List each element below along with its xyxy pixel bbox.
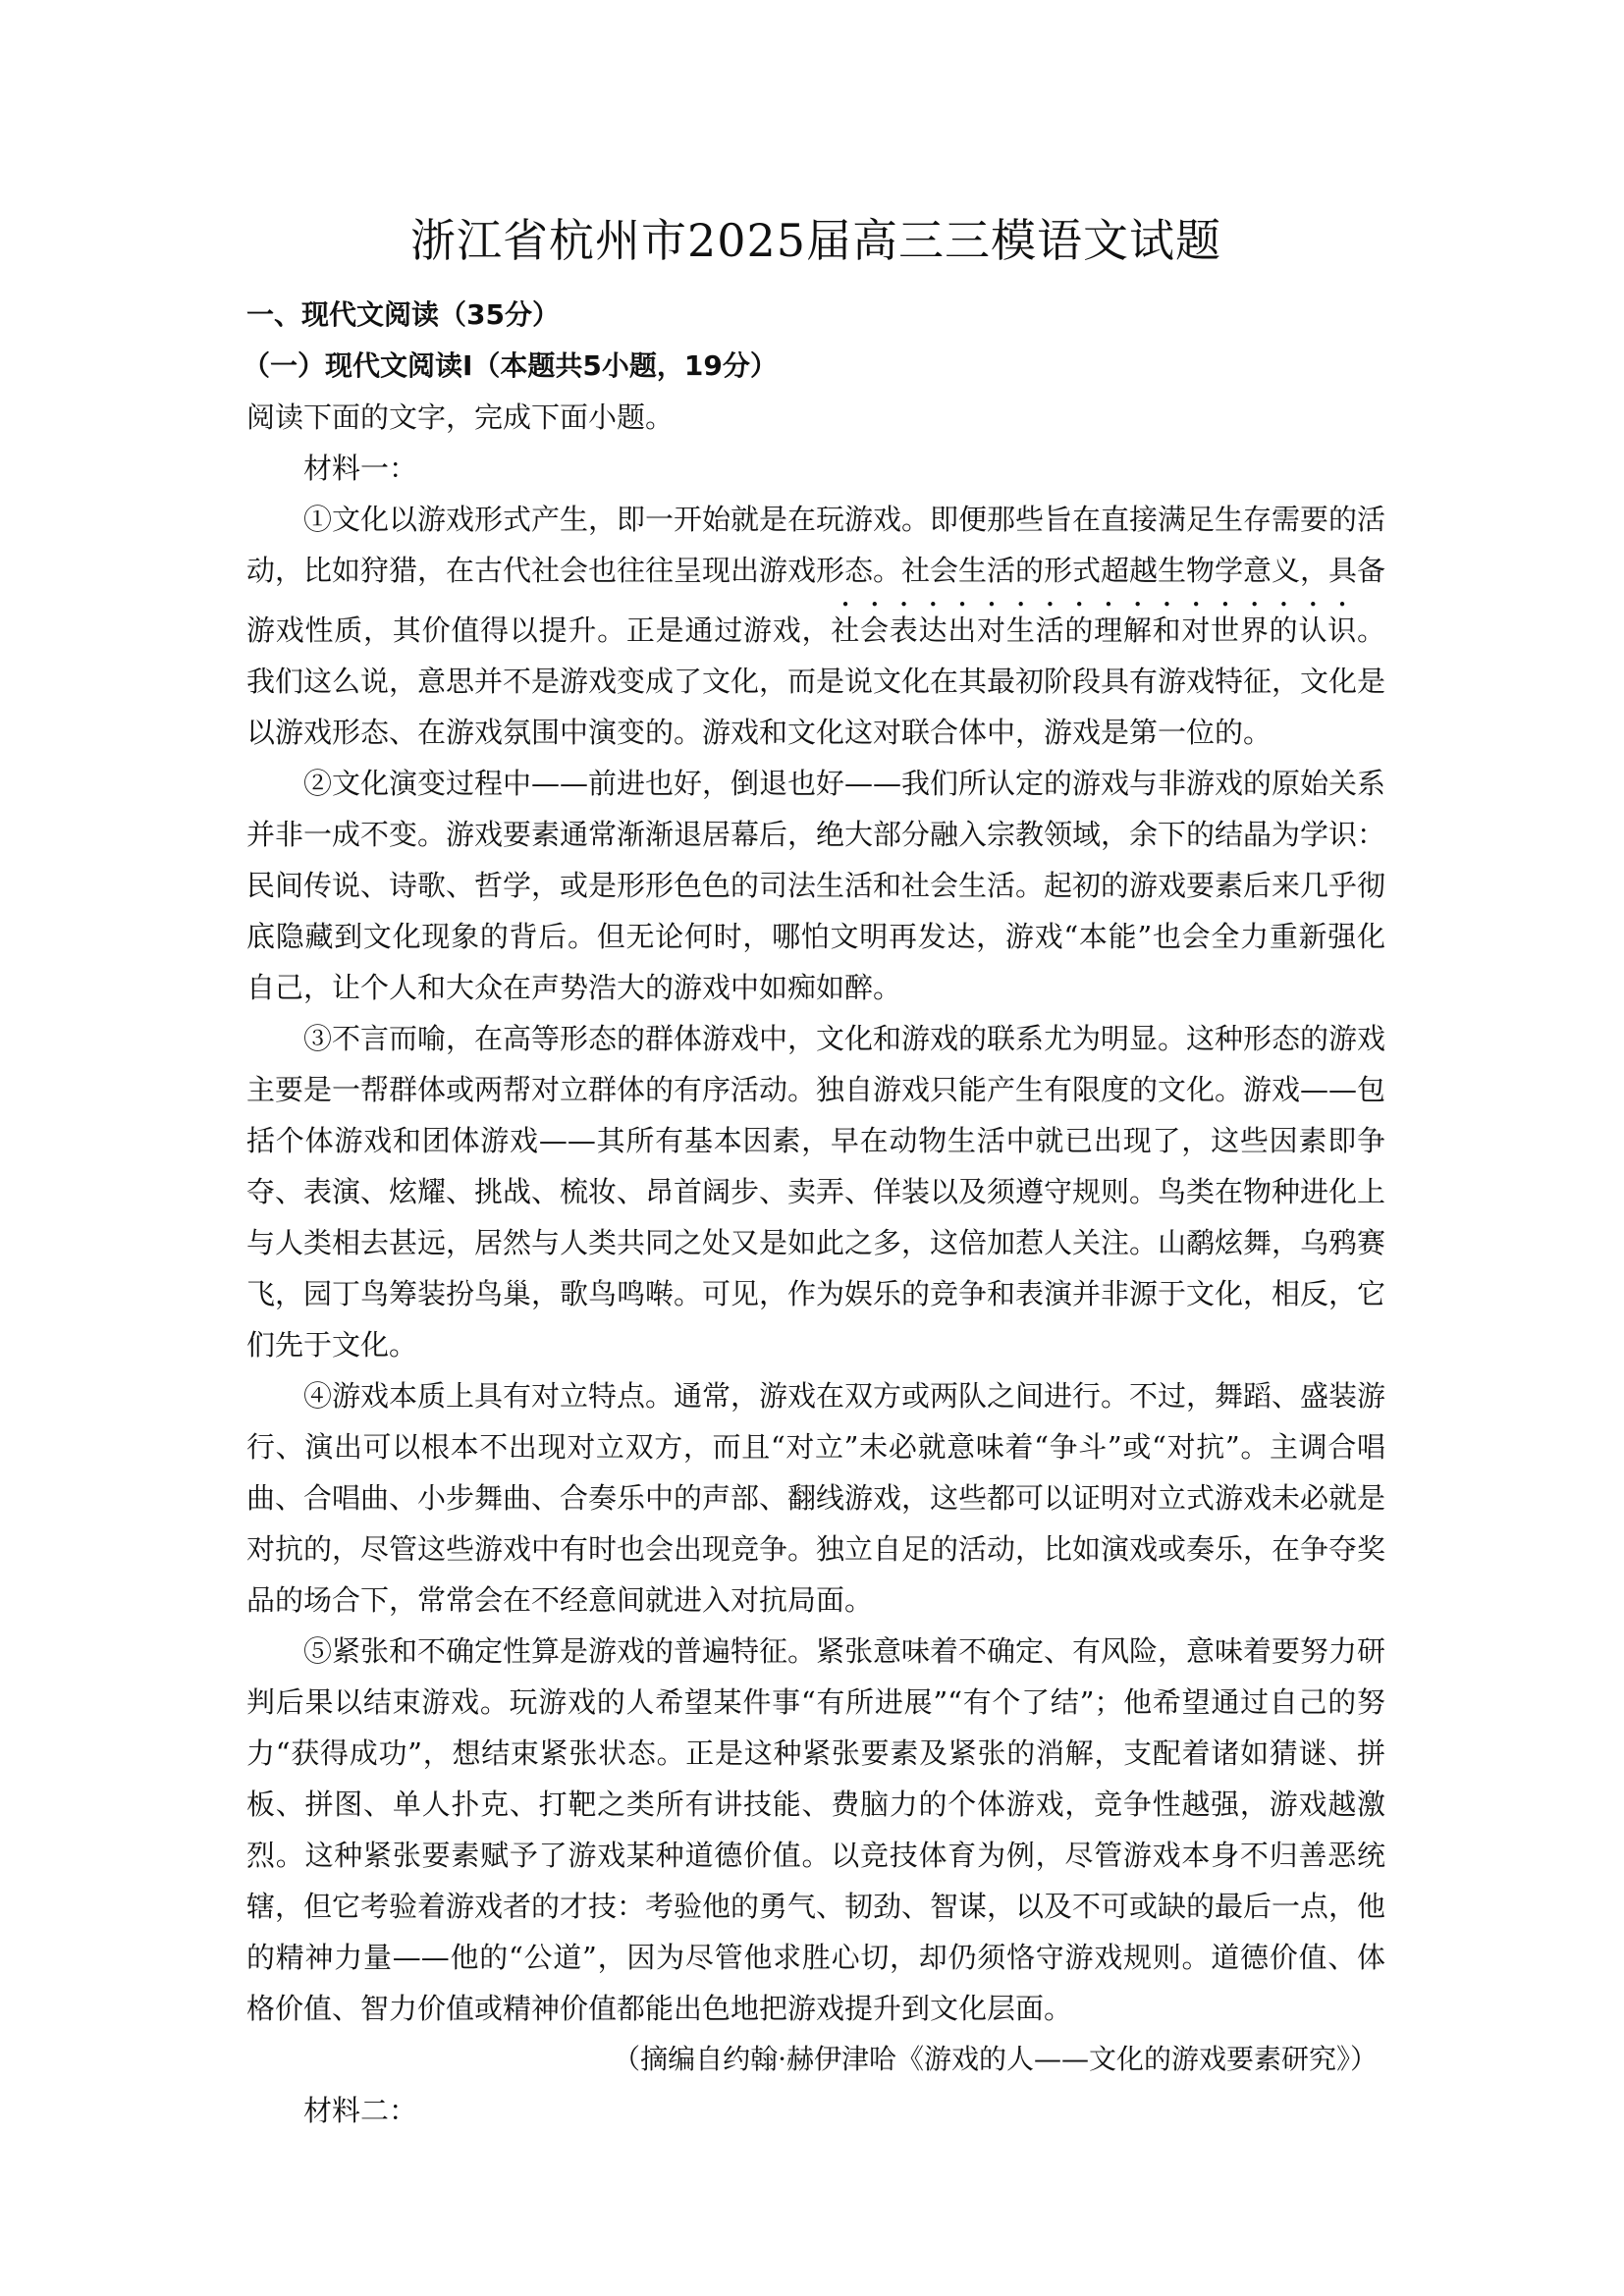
paragraph-4: ④游戏本质上具有对立特点。通常，游戏在双方或两队之间进行。不过，舞蹈、盛装游行、演出可以根本不出现对立双方，而且“对立”未必就意味着“争斗”或“对抗”。主调合唱曲、合唱曲、小步舞曲、合奏乐中的声部、翻线游戏，这些都可以证明对立式游戏未必就是对抗的，尽管这些游戏中有时也会出现竞争。独立自足的活动，比如演戏或奏乐，在争夺奖品的场合下，常常会在不经意间就进入对抗局面。	[246, 1379, 1386, 1617]
material-one-label: 材料一：	[303, 452, 418, 485]
section-heading: 一、现代文阅读（35分）	[246, 298, 560, 331]
paragraph-1-text-end: 。我们这么说，意思并不是游戏变成了文化，而是说文化在其最初阶段具有游戏特征，文化是以游戏形态、在游戏氛围中演变的。游戏和文化这对联合体中，游戏是第一位的。	[246, 614, 1386, 749]
paragraph-2: ②文化演变过程中——前进也好，倒退也好——我们所认定的游戏与非游戏的原始关系并非一成不变。游戏要素通常渐渐退居幕后，绝大部分融入宗教领域，余下的结晶为学识：民间传说、诗歌、哲学，或是形形色色的司法生活和社会生活。起初的游戏要素后来几乎彻底隐藏到文化现象的背后。但无论何时，哪怕文明再发达，游戏“本能”也会全力重新强化自己，让个人和大众在声势浩大的游戏中如痴如醉。	[246, 767, 1386, 1004]
paragraph-1-text: ①文化以游戏形式产生，即一开始就是在玩游戏。即便那些旨在直接满足生存需要的活动，比如狩猎，在古代社会也往往呈现出游戏形态。社会生活的形式超越生物学意义，具备游戏性质，其价值得以提升。正是通过游戏，	[246, 503, 1386, 647]
exam-page	[243, 211, 1386, 2136]
paragraph-1	[246, 494, 1385, 758]
document-title: 浙江省杭州市2025届高三三模语文试题	[409, 214, 1222, 267]
material-two-label: 材料二：	[303, 2094, 418, 2127]
reading-instruction: 阅读下面的文字，完成下面小题。	[246, 400, 675, 434]
subsection-heading: （一）现代文阅读Ⅰ（本题共5小题，19分）	[243, 349, 778, 382]
source-citation: （摘编自约翰·赫伊津哈《游戏的人——文化的游戏要素研究》）	[613, 2043, 1378, 2075]
paragraph-5: ⑤紧张和不确定性算是游戏的普遍特征。紧张意味着不确定、有风险，意味着要努力研判后果以结束游戏。玩游戏的人希望某件事“有所进展”“有个了结”；他希望通过自己的努力“获得成功”，想结束紧张状态。正是这种紧张要素及紧张的消解，支配着诸如猜谜、拼板、拼图、单人扑克、打靶之类所有讲技能、费脑力的个体游戏，竞争性越强，游戏越激烈。这种紧张要素赋予了游戏某种道德价值。以竞技体育为例，尽管游戏本身不归善恶统辖，但它考验着游戏者的才技：考验他的勇气、韧劲、智谋，以及不可或缺的最后一点，他的精神力量——他的“公道”，因为尽管他求胜心切，却仍须恪守游戏规则。道德价值、体格价值、智力价值或精神价值都能出色地把游戏提升到文化层面。	[246, 1634, 1386, 2025]
paragraph-3: ③不言而喻，在高等形态的群体游戏中，文化和游戏的联系尤为明显。这种形态的游戏主要是一帮群体或两帮对立群体的有序活动。独自游戏只能产生有限度的文化。游戏——包括个体游戏和团体游戏——其所有基本因素，早在动物生活中就已出现了，这些因素即争夺、表演、炫耀、挑战、梳妆、昂首阔步、卖弄、佯装以及须遵守规则。鸟类在物种进化上与人类相去甚远，居然与人类共同之处又是如此之多，这倍加惹人关注。山鹬炫舞，乌鸦赛飞，园丁鸟筹装扮鸟巢，歌鸟鸣啭。可见，作为娱乐的竞争和表演并非源于文化，相反，它们先于文化。	[246, 1022, 1386, 1362]
emphasized-phrase: 社会表达出对生活的理解和对世界的认识	[831, 614, 1357, 647]
